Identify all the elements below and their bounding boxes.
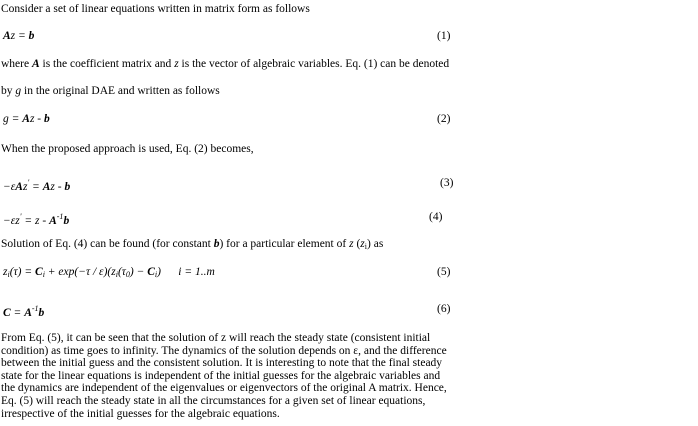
intro-text: Consider a set of linear equations written in matrix form as follows: [1, 3, 310, 15]
equation-6: $C = A^{-1}b$: [3, 304, 45, 319]
equation-1-number: (1): [437, 30, 451, 42]
final-paragraph-line: state for the linear equations is independent of the initial guesses for the algebraic variables and: [1, 369, 441, 382]
equation-6-number: (6): [437, 303, 451, 315]
equation-5-number: (5): [437, 266, 451, 278]
equation-2: g = Az - b: [3, 113, 50, 125]
equation-4-number: (4): [429, 211, 443, 223]
equation-3-number: (3): [440, 177, 454, 189]
equation-3: −εAz' = Az - b: [3, 178, 71, 193]
final-paragraph-line: From Eq. (5), it can be seen that the solution of z will reach the steady state (consistent initial: [1, 332, 431, 344]
text-before-eq5: Solution of Eq. (4) can be found (for constant b) for a particular element of z $(z_i)$ as: [1, 238, 384, 251]
text-before-eq3: When the proposed approach is used, Eq. (2) becomes,: [1, 143, 254, 155]
final-paragraph: [1, 332, 471, 420]
text-after-eq1-line1: where A is the coefficient matrix and z is the vector of algebraic variables. Eq. (1) can be denoted: [1, 58, 450, 70]
final-paragraph-line: between the initial guess and the consistent solution. It is interesting to note that the final steady: [1, 357, 443, 370]
equation-2-number: (2): [437, 113, 451, 125]
final-paragraph-line: the dynamics are independent of the eigenvalues or eigenvectors of the original A matrix. Hence,: [1, 382, 447, 395]
equation-5: $z_i(\tau) = C_i + \exp(-\tau / \varepsilon)(z_i(\tau_0) - C_i)$ i = 1..m: [3, 266, 215, 279]
final-paragraph-line: Eq. (5) will reach the steady state in all the circumstances for a given set of linear equations,: [1, 394, 426, 407]
equation-1: Az = b: [3, 30, 35, 42]
final-paragraph-line: irrespective of the initial guesses for the algebraic equations.: [1, 407, 280, 420]
text-after-eq1-line2: by g in the original DAE and written as follows: [1, 85, 220, 97]
final-paragraph-line: condition) as time goes to infinity. The dynamics of the solution depends on ε, and the difference: [1, 344, 447, 357]
equation-4: $-\varepsilon z' = z - A^{-1}b$: [3, 212, 70, 227]
